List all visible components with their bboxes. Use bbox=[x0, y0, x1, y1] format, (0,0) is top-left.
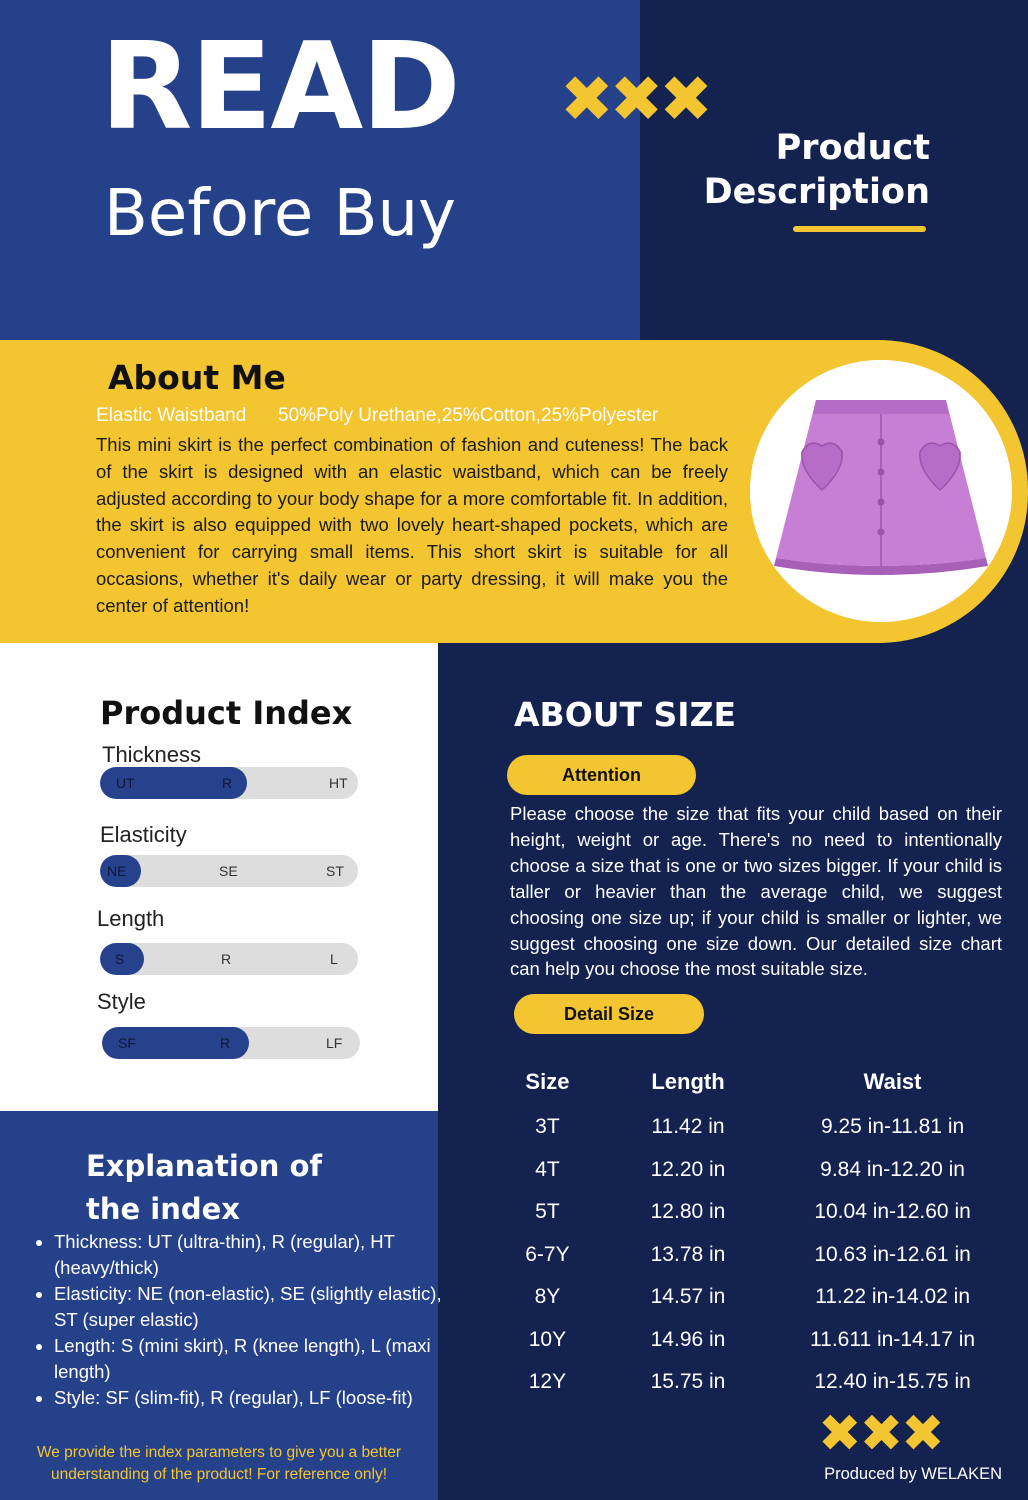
elasticity-option-se: SE bbox=[219, 863, 238, 879]
x-marks-icon: ✖✖✖ bbox=[560, 63, 709, 137]
about-me-title: About Me bbox=[108, 358, 286, 397]
thickness-option-ht: HT bbox=[329, 775, 348, 791]
feature-text: Elastic Waistband bbox=[96, 405, 247, 426]
product-index-title: Product Index bbox=[100, 694, 353, 732]
table-header-row bbox=[492, 1058, 1012, 1106]
list-item: • Elasticity: NE (non-elastic), SE (slightly elastic), ST (super elastic) bbox=[54, 1281, 444, 1333]
length-option-l: L bbox=[330, 951, 338, 967]
section-label-line1: Product bbox=[775, 128, 930, 168]
elasticity-option-st: ST bbox=[326, 863, 344, 879]
attention-badge: Attention bbox=[507, 755, 696, 795]
page-title: READ bbox=[100, 18, 459, 157]
section-label bbox=[700, 126, 930, 214]
about-me-description: This mini skirt is the perfect combination of fashion and cuteness! The back of the skirt is designed with an elastic waistband, which can be freely adjusted according to your body shape for a more comfortable fit. In addition, the skirt is also equipped with two lovely heart-shaped pockets, which are convenient for carrying small items. This short skirt is suitable for all occasions, whether it's daily wear or party dressing, it will make you the center of attention! bbox=[96, 434, 728, 616]
index-label-length: Length bbox=[97, 906, 165, 931]
style-option-sf: SF bbox=[118, 1035, 136, 1051]
skirt-image bbox=[750, 360, 1012, 622]
explanation-list bbox=[36, 1229, 444, 1411]
table-row bbox=[492, 1149, 1012, 1192]
style-option-lf: LF bbox=[326, 1035, 343, 1051]
section-label-line2: Description bbox=[703, 172, 930, 212]
explanation-title-line1: Explanation of bbox=[86, 1149, 323, 1183]
list-item: • Length: S (mini skirt), R (knee length), L (maxi length) bbox=[54, 1333, 444, 1385]
product-image bbox=[750, 360, 1012, 622]
index-label-elasticity: Elasticity bbox=[100, 822, 187, 847]
list-item: • Thickness: UT (ultra-thin), R (regular), HT (heavy/thick) bbox=[54, 1229, 444, 1281]
cell-waist: 12.40 in-15.75 in bbox=[814, 1370, 971, 1394]
detail-size-badge: Detail Size bbox=[514, 994, 704, 1034]
cell-length: 12.20 in bbox=[650, 1157, 726, 1181]
table-row bbox=[492, 1191, 1012, 1234]
material-text: 50%Poly Urethane,25%Cotton,25%Polyester bbox=[278, 405, 659, 426]
cell-waist: 11.611 in-14.17 in bbox=[810, 1327, 976, 1351]
x-marks-icon: ✖✖✖ bbox=[818, 1404, 943, 1464]
elasticity-bar bbox=[100, 855, 358, 887]
table-row bbox=[492, 1361, 1012, 1404]
elasticity-option-ne: NE bbox=[107, 863, 127, 879]
list-item: • Style: SF (slim-fit), R (regular), LF (loose-fit) bbox=[54, 1385, 444, 1411]
about-me-features bbox=[96, 405, 736, 427]
size-table bbox=[492, 1058, 1012, 1404]
about-size-title: ABOUT SIZE bbox=[514, 695, 737, 734]
cell-length: 12.80 in bbox=[650, 1200, 726, 1224]
cell-size: 4T bbox=[535, 1157, 560, 1181]
table-row bbox=[492, 1276, 1012, 1319]
cell-size: 5T bbox=[535, 1200, 560, 1224]
cell-waist: 10.04 in-12.60 in bbox=[814, 1200, 971, 1224]
header-length: Length bbox=[651, 1069, 725, 1094]
explanation-title-line2: the index bbox=[86, 1192, 240, 1226]
length-option-s: S bbox=[115, 951, 125, 967]
explanation-title bbox=[86, 1145, 386, 1231]
page-subtitle: Before Buy bbox=[104, 177, 456, 251]
section-label-underline bbox=[793, 226, 926, 232]
cell-size: 8Y bbox=[534, 1285, 561, 1309]
cell-size: 10Y bbox=[528, 1327, 567, 1351]
cell-size: 6-7Y bbox=[525, 1242, 570, 1266]
style-option-r: R bbox=[220, 1035, 231, 1051]
cell-length: 15.75 in bbox=[650, 1370, 726, 1394]
cell-waist: 10.63 in-12.61 in bbox=[814, 1242, 971, 1266]
header-waist: Waist bbox=[863, 1069, 922, 1094]
thickness-option-r: R bbox=[222, 775, 233, 791]
cell-waist: 9.84 in-12.20 in bbox=[820, 1157, 965, 1181]
length-bar bbox=[100, 943, 358, 975]
header-size: Size bbox=[525, 1069, 570, 1094]
cell-size: 3T bbox=[535, 1115, 560, 1139]
index-label-thickness: Thickness bbox=[102, 742, 202, 767]
table-row bbox=[492, 1319, 1012, 1362]
table-row bbox=[492, 1106, 1012, 1149]
thickness-option-ut: UT bbox=[116, 775, 135, 791]
cell-length: 13.78 in bbox=[650, 1242, 726, 1266]
length-option-r: R bbox=[221, 951, 232, 967]
cell-length: 14.57 in bbox=[650, 1285, 726, 1309]
producer-credit: Produced by WELAKEN bbox=[824, 1465, 1002, 1483]
index-label-style: Style bbox=[97, 989, 146, 1014]
thickness-bar bbox=[100, 767, 358, 799]
cell-waist: 9.25 in-11.81 in bbox=[820, 1115, 965, 1139]
cell-waist: 11.22 in-14.02 in bbox=[815, 1285, 971, 1309]
attention-text: Please choose the size that fits your child based on their height, weight or age. There's no need to intentionally choose a size that is one or two sizes bigger. If your child is taller or heavier than the average child, we suggest choosing one size up; if your child is smaller or lighter, we suggest choosing one size down. Our detailed size chart can help you choose the most suitable size. bbox=[510, 803, 1002, 980]
cell-length: 11.42 in bbox=[651, 1115, 725, 1139]
cell-size: 12Y bbox=[528, 1370, 567, 1394]
style-bar bbox=[102, 1027, 360, 1059]
explanation-footer: We provide the index parameters to give you a better understanding of the product! For reference only! bbox=[36, 1444, 402, 1483]
cell-length: 14.96 in bbox=[650, 1327, 726, 1351]
table-row bbox=[492, 1234, 1012, 1277]
